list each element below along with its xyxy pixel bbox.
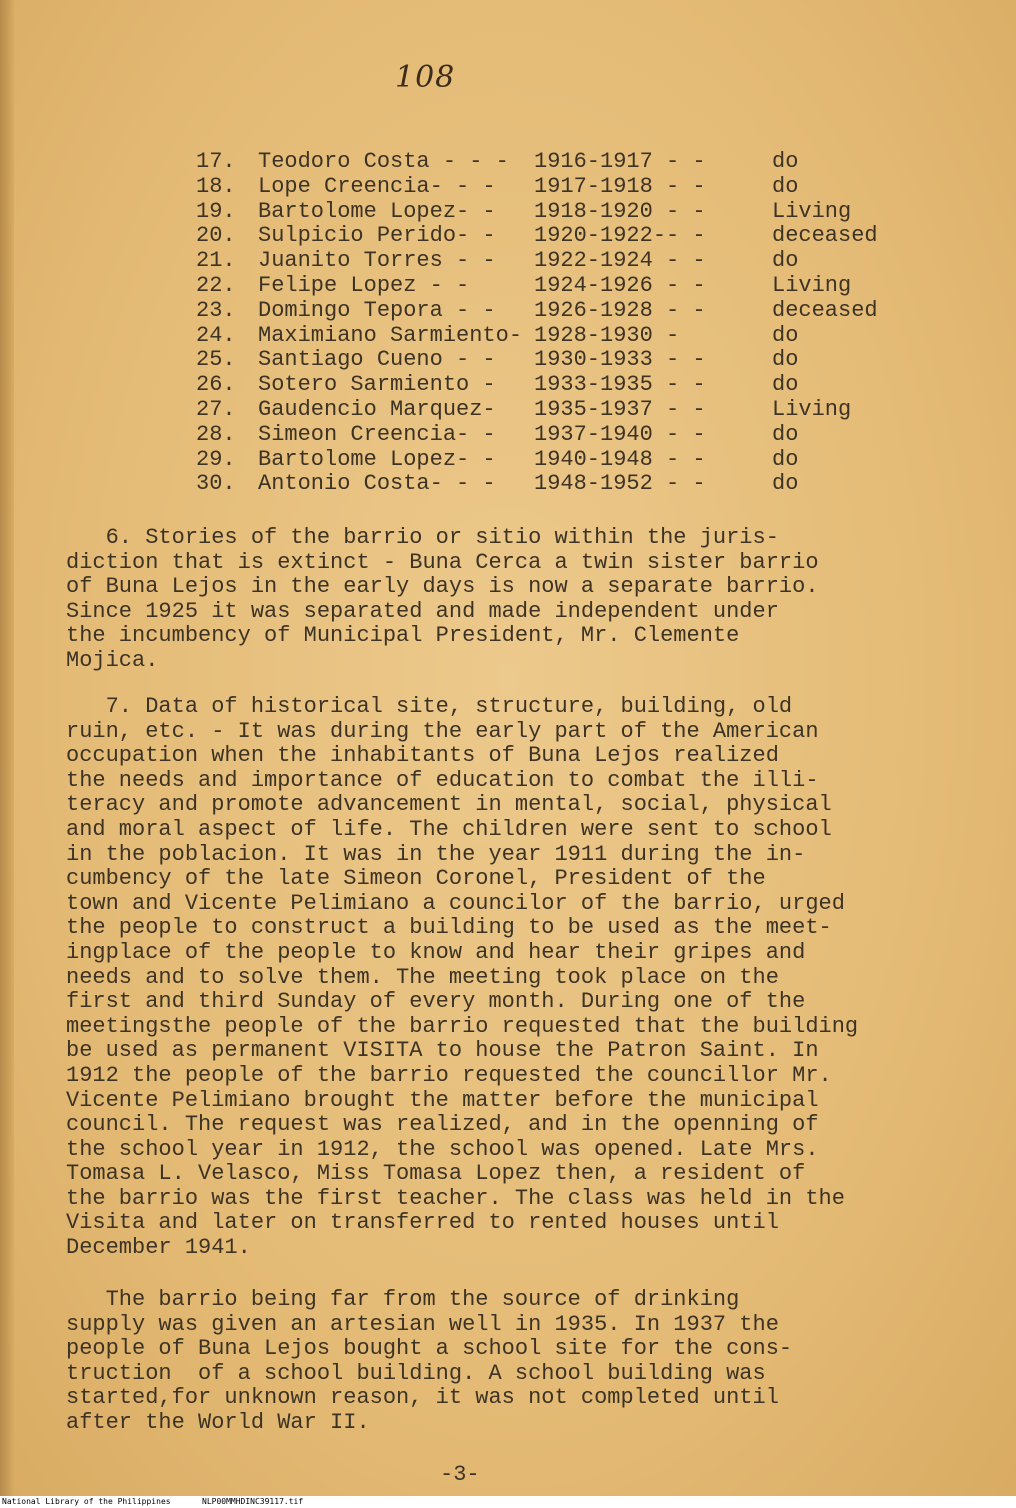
official-name: Lope Creencia- - - <box>258 173 496 199</box>
term-years: 1922-1924 - - <box>534 248 706 274</box>
footer-file: NLP00MMHDINC39117.tif <box>202 1497 304 1506</box>
term-years: 1933-1935 - - <box>534 372 706 398</box>
official-name: Santiago Cueno - - <box>258 347 496 373</box>
item-number: 22. <box>196 272 236 298</box>
item-number: 27. <box>196 396 236 422</box>
term-years: 1937-1940 - - <box>534 421 706 447</box>
item-number: 19. <box>196 198 236 224</box>
official-status: deceased <box>772 297 878 323</box>
term-years: 1917-1918 - - <box>534 173 706 199</box>
official-name: Gaudencio Marquez- <box>258 396 496 422</box>
term-years: 1940-1948 - - <box>534 446 706 472</box>
item-number: 25. <box>196 347 236 373</box>
official-name: Domingo Tepora - - <box>258 297 496 323</box>
term-years: 1935-1937 - - <box>534 396 706 422</box>
official-status: do <box>772 347 799 373</box>
official-status: do <box>772 248 799 274</box>
official-status: do <box>772 173 799 199</box>
footer-source: National Library of the Philippines <box>2 1497 171 1506</box>
official-name: Juanito Torres - - <box>258 248 496 274</box>
official-status: do <box>772 471 799 497</box>
official-status: Living <box>772 198 852 224</box>
official-status: Living <box>772 272 852 298</box>
item-number: 30. <box>196 471 236 497</box>
official-status: do <box>772 421 799 447</box>
item-number: 26. <box>196 372 236 398</box>
paragraph-historical-site: 7. Data of historical site, structure, building, old ruin, etc. - It was during the early part of the American occupation when the inhabitants of Buna Lejos realized the needs and importance of education to combat the illi- teracy and promote advancement in mental, social, physical and moral aspect of life. The children were sent to school in the poblacion. It was in the year 1911 during the in- cumbency of the late Simeon Coronel, President of the town and Vicente Pelimiano a councilor of the barrio, urged the people to construct a building to be used as the meet- ingplace of the people to know and hear their gripes and needs and to solve them. The meeting took place on the first and third Sunday of every month. During one of the meetingsthe people of the barrio requested that the building be used as permanent VISITA to house the Patron Saint. In 1912 the people of the barrio requested the councillor Mr. Vicente Pelimiano brought the matter before the municipal council. The request was realized, and in the openning of the school year in 1912, the school was opened. Late Mrs. Tomasa L. Velasco, Miss Tomasa Lopez then, a resident of the barrio was the first teacher. The class was held in the Visita and later on transferred to rented houses until December 1941. <box>66 694 859 1261</box>
term-years: 1948-1952 - - <box>534 471 706 497</box>
official-status: do <box>772 322 799 348</box>
term-years: 1928-1930 - <box>534 322 680 348</box>
scan-footer <box>0 1496 1016 1508</box>
item-number: 24. <box>196 322 236 348</box>
official-name: Antonio Costa- - - <box>258 471 496 497</box>
paragraph-extinct-sitio: 6. Stories of the barrio or sitio within the juris- diction that is extinct - Buna Cerca a twin sister barrio of Buna Lejos in the early days is now a separate barrio. Since 1925 it was separated and made independent under the incumbency of Municipal President, Mr. Clemente Mojica. <box>66 525 819 673</box>
official-status: deceased <box>772 223 878 249</box>
official-name: Simeon Creencia- - <box>258 421 496 447</box>
item-number: 17. <box>196 149 236 174</box>
official-name: Sotero Sarmiento - <box>258 372 496 398</box>
official-name: Maximiano Sarmiento- <box>258 322 523 348</box>
term-years: 1924-1926 - - <box>534 272 706 298</box>
item-number: 23. <box>196 297 236 323</box>
page-edge-shadow <box>0 0 14 1508</box>
page-number: -3- <box>440 1462 480 1487</box>
handwritten-page-number: 108 <box>395 60 456 95</box>
term-years: 1930-1933 - - <box>534 347 706 373</box>
item-number: 29. <box>196 446 236 472</box>
official-name: Bartolome Lopez- - <box>258 446 496 472</box>
term-years: 1916-1917 - - <box>534 149 706 174</box>
official-status: Living <box>772 396 852 422</box>
official-status: do <box>772 149 799 174</box>
official-name: Felipe Lopez - - <box>258 272 470 298</box>
item-number: 18. <box>196 173 236 199</box>
term-years: 1920-1922-- - <box>534 223 706 249</box>
paragraph-artesian-well: The barrio being far from the source of drinking supply was given an artesian well in 1935. In 1937 the people of Buna Lejos bought a school site for the cons- truction of a school building. A school building was started,for unknown reason, it was not completed until after the World War II. <box>66 1287 793 1435</box>
official-name: Sulpicio Perido- - <box>258 223 496 249</box>
item-number: 20. <box>196 223 236 249</box>
item-number: 28. <box>196 421 236 447</box>
official-status: do <box>772 372 799 398</box>
official-name: Teodoro Costa - - - <box>258 149 509 174</box>
official-status: do <box>772 446 799 472</box>
item-number: 21. <box>196 248 236 274</box>
term-years: 1918-1920 - - <box>534 198 706 224</box>
term-years: 1926-1928 - - <box>534 297 706 323</box>
official-name: Bartolome Lopez- - <box>258 198 496 224</box>
